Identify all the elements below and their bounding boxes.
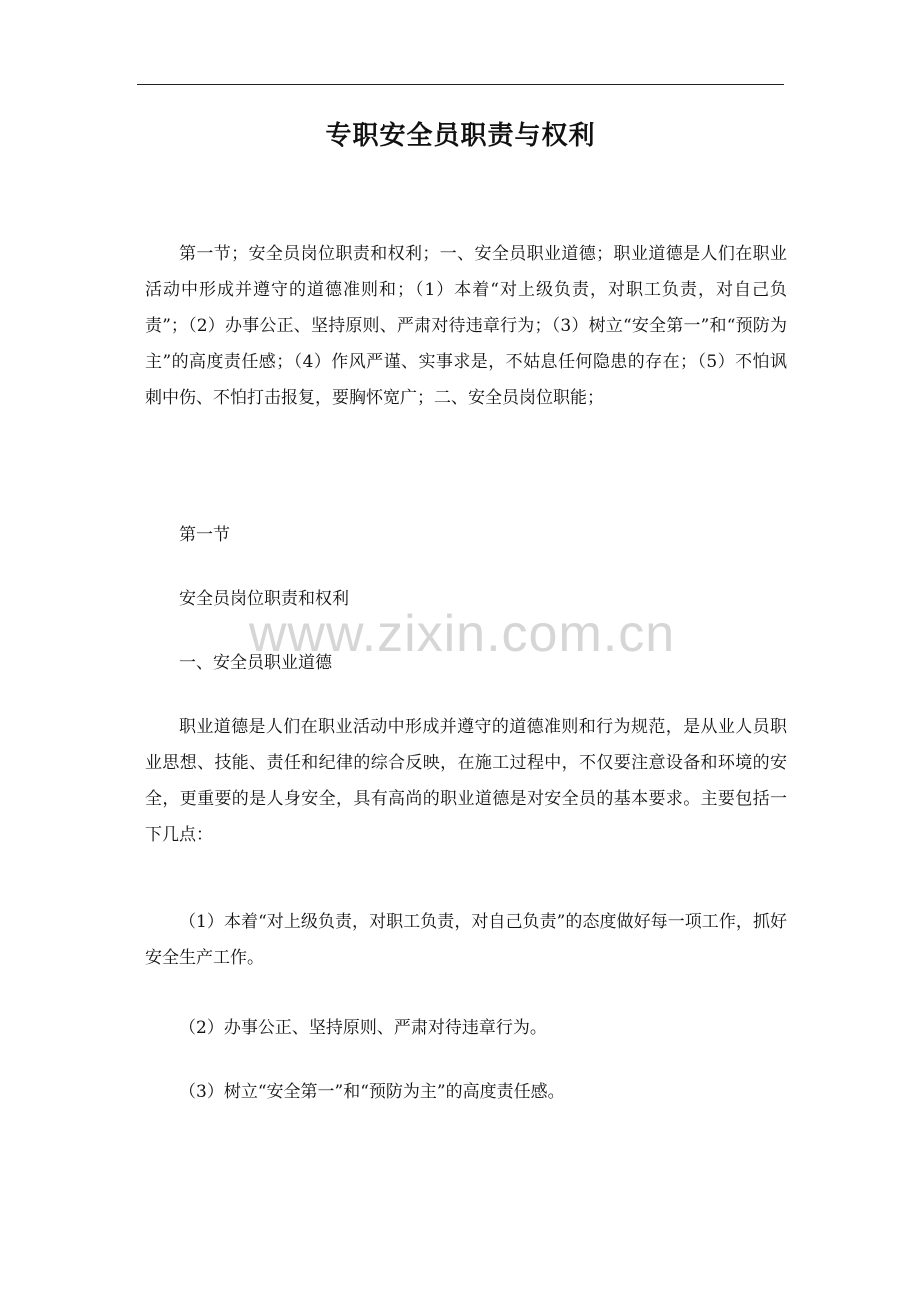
- section-subheading: 安全员岗位职责和权利: [179, 589, 349, 609]
- document-title: 专职安全员职责与权利: [325, 121, 596, 151]
- list-item-2: （2）办事公正、坚持原则、严肃对待违章行为。: [179, 1018, 547, 1038]
- watermark: www.zixin.com.cn: [248, 605, 676, 663]
- subsection-heading: 一、安全员职业道德: [179, 653, 332, 673]
- paragraph-summary: 第一节；安全员岗位职责和权利；一、安全员职业道德；职业道德是人们在职业活动中形成并遵守的道德准则和；（1）本着“对上级负责，对职工负责，对自己负责”；（2）办事公正、坚持原则、严肃对待违章行为；（3）树立“安全第一”和“预防为主”的高度责任感；（4）作风严谨、实事求是，不姑息任何隐患的存在；（5）不怕讽刺中伤、不怕打击报复，要胸怀宽广；二、安全员岗位职能；: [145, 244, 787, 408]
- paragraph-ethics: 职业道德是人们在职业活动中形成并遵守的道德准则和行为规范，是从业人员职业思想、技能、责任和纪律的综合反映，在施工过程中，不仅要注意设备和环境的安全，更重要的是人身安全，具有高尚的职业道德是对安全员的基本要求。主要包括一下几点：: [145, 717, 787, 845]
- list-item-3: （3）树立“安全第一”和“预防为主”的高度责任感。: [179, 1082, 565, 1102]
- header-rule: [137, 84, 784, 85]
- list-item-1: （1）本着“对上级负责，对职工负责，对自己负责”的态度做好每一项工作，抓好安全生产工作。: [145, 912, 787, 968]
- section-heading: 第一节: [179, 525, 230, 545]
